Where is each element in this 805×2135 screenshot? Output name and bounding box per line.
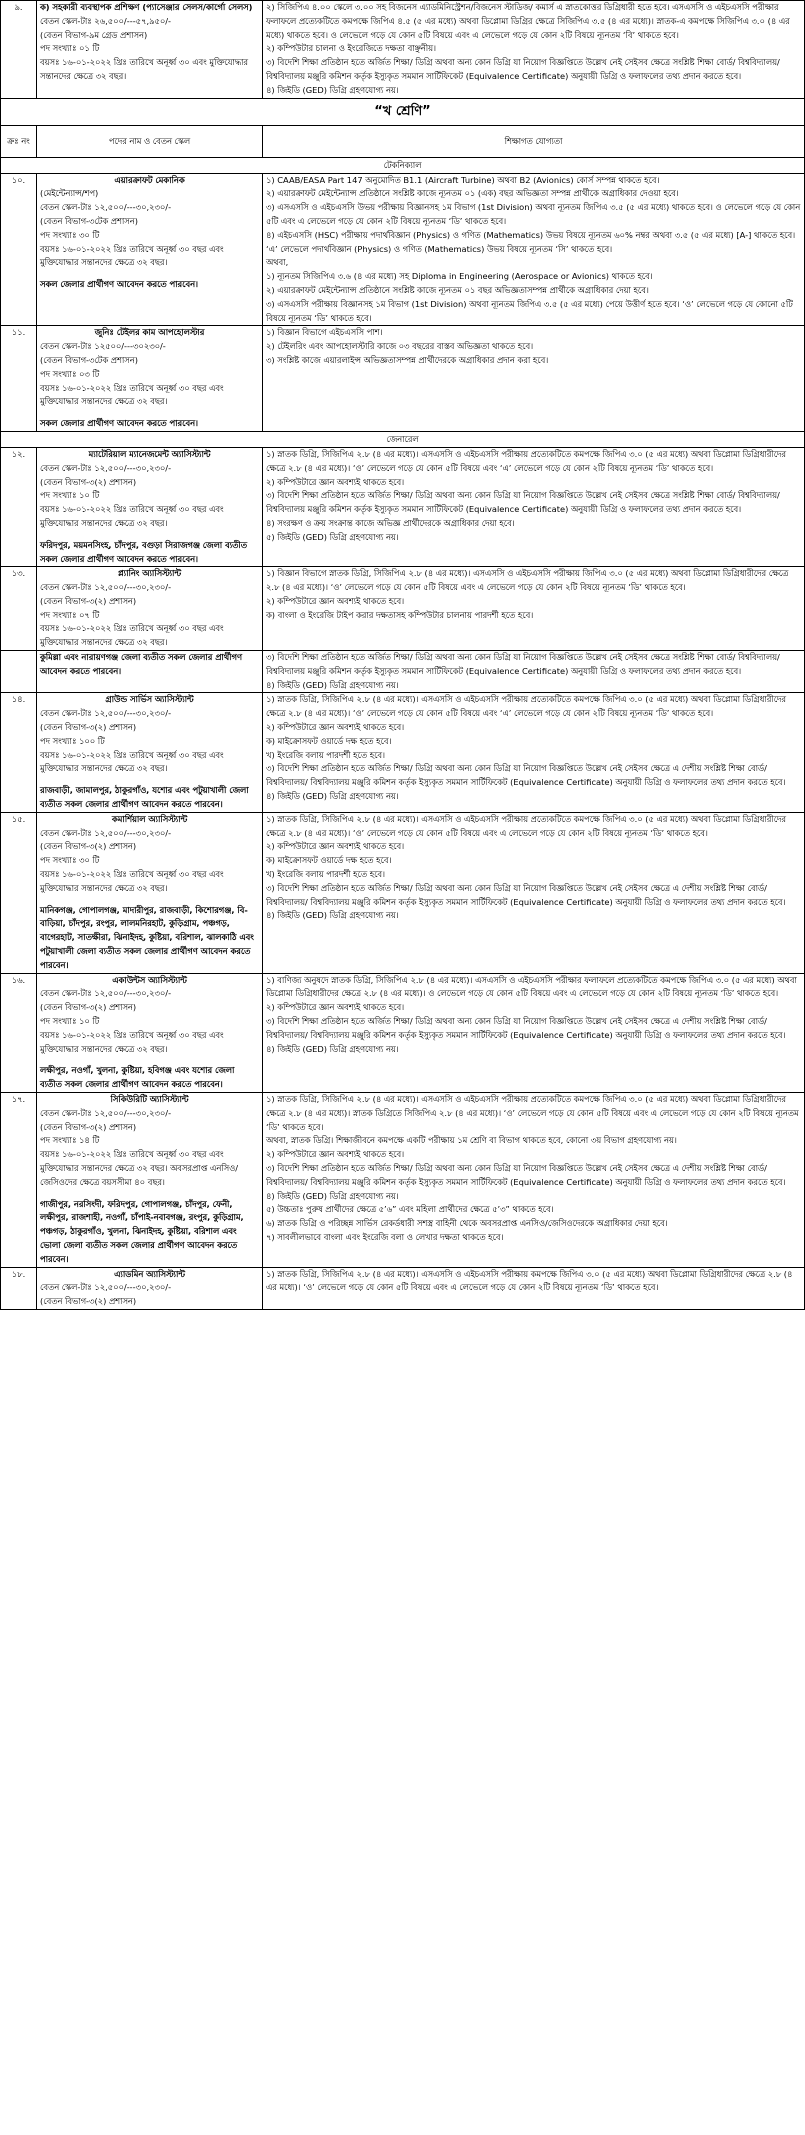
section-technical [1,157,805,173]
qualification-item: ৪) জিইডি (GED) ডিগ্রি গ্রহণযোগ্য নয়। [266,679,399,690]
serial-number: ১৭. [11,1093,26,1104]
post-title: এয়ারক্রাফট মেকানিক [114,174,185,185]
qualification-item: ৪) এইচএসসি (HSC) পরীক্ষায় পদার্থবিজ্ঞান (Physics) ও গণিত (Mathematics) উভয় বিষয়ে ন্যূনতম ৬০% নম্বর অথবা ৩.৫ (৫ এর মধ্যে) [A-] থাকতে হবে। ‘এ’ লেভেলে পদার্থবিজ্ঞান (Physics) ও গণিত (Mathematics) উভয় বিষয়ে ন্যূনতম ‘সি’ থাকতে হবে। [266,229,796,254]
serial-number: ১৫. [11,813,26,824]
post-row [1,173,805,326]
post-row [1,651,805,693]
qualification-item: ২) টেইলরিং এবং আপহোলস্টারি কাজে ০৩ বছরের বাস্তব অভিজ্ঞতা থাকতে হবে। [266,341,534,352]
eligible-districts-note: কুমিল্লা এবং নারায়ণগঞ্জ জেলা ব্যতীত সকল জেলার প্রার্থীগণ আবেদন করতে পারবেন। [40,652,243,676]
post-detail: (বেতন বিভাগ-৩(২) প্রশাসন) [40,476,137,487]
qualification-cell [263,973,805,1092]
post-detail: বেতন স্কেল-টাঃ ১২,৫০০/---৩০,২৩০/- [40,1107,172,1118]
qualification-item: ১) বিজ্ঞান বিভাগে এইচএসসি পাশ। [266,327,383,338]
serial-cell [1,1267,37,1309]
post-row [1,693,805,812]
post-detail: বেতন স্কেল-টাঃ ১২,৫০০/---৩০,২৩০/- [40,827,172,838]
post-detail: বেতন স্কেল-টাঃ ১২৫০০/---৩০২৩০/- [40,341,166,352]
qualification-cell [263,812,805,973]
qualification-item: ৩) বিদেশি শিক্ষা প্রতিষ্ঠান হতে অর্জিত শিক্ষা/ ডিগ্রি অথবা অন্য কোন ডিগ্রি যা নিয়োগ বিজ্ঞপ্তিতে উল্লেখ নেই সেইসব ক্ষেত্রে এ দেশীয় সংশ্লিষ্ট শিক্ষা বোর্ড/ বিশ্ববিদ্যালয়/ বিশ্ববিদ্যালয় মঞ্জুরি কমিশন কর্তৃক ইস্যুকৃত সমমান সার্টিফিকেট (Equivalence Certificate) অনুযায়ী ডিগ্রি ও ফলাফলের তথ্য প্রদান করতে হবে। [266,763,786,788]
serial-cell [1,1092,37,1267]
post-detail: বেতন স্কেল-টাঃ ১২,৫০০/---৩০,২৩০/- [40,202,172,213]
serial-number: ১০. [11,174,26,185]
qualification-item: ৫) জিইডি (GED) ডিগ্রি গ্রহণযোগ্য নয়। [266,531,399,542]
post-cell [37,651,263,693]
serial-cell [1,812,37,973]
eligible-districts-note: মানিকগঞ্জ, গোপালগঞ্জ, মাদারীপুর, রাজবাড়ী, কিশোরগঞ্জ, বি-বাড়িয়া, চাঁদপুর, রংপুর, লালমনিরহাট, কুড়িগ্রাম, পঞ্চগড়, বাগেরহাট, সাতক্ষীরা, ঝিনাইদহ, কুষ্টিয়া, বরিশাল, ঝালকাঠি এবং পটুয়াখালী জেলা ব্যতীত সকল জেলার প্রার্থীগণ আবেদন করতে পারবেন। [40,904,254,970]
post-detail: বেতন স্কেল-টাঃ ১২,৫০০/---৩০,২৩০/- [40,1282,172,1293]
post-detail: পদ সংখ্যাঃ ৩০ টি [40,855,100,866]
qualification-item: ৩) এসএসসি ও এইচএসসি উভয় পরীক্ষায় বিজ্ঞানসহ ১ম বিভাগ (1st Division) অথবা ন্যূনতম জিপিএ ৩.৫ (৫ এর মধ্যে) থাকতে হবে। ও লেভেলে গড়ে যে কোন ৫টি এবং এ লেভেলে গড়ে যে কোন ২টি বিষয়ে ন্যূনতম ‘ডি’ থাকতে হবে। [266,202,801,226]
post-detail: পদ সংখ্যাঃ ১০ টি [40,490,100,501]
qualification-item: ১) স্নাতক ডিগ্রি, সিজিপিএ ২.৮ (৪ এর মধ্যে)। এসএসসি ও এইচএসসি পরীক্ষায় প্রত্যেকটিতে কমপক্ষে জিপিএ ৩.০ (৫ এর মধ্যে) অথবা ডিপ্লোমা ডিগ্রিধারীদের ক্ষেত্রে ২.৮ (৪ এর মধ্যে)। ‘ও’ লেভেলে গড়ে যে কোন ৫টি বিষয়ে এবং ‘এ’ লেভেলে গড়ে যে কোন ২টি বিষয়ে ন্যূনতম ‘ডি’ থাকতে হবে। [266,448,786,473]
post-detail: বয়সঃ ১৬-০১-২০২২ খ্রিঃ তারিখে অনূর্ধ্ব ৩০ বছর এবং মুক্তিযোদ্ধার সন্তানদের ক্ষেত্রে ৩২ বছর। [40,749,224,774]
post-detail: (মেইন্টেন্যান্স/শপ) [40,188,99,199]
post-detail: (বেতন বিভাগ-৩(২) প্রশাসন) [40,722,137,733]
post-row [1,1092,805,1267]
qualification-item: ৪) জিইডি (GED) ডিগ্রি গ্রহণযোগ্য নয়। [266,1043,399,1054]
qualification-item: ২) কম্পিউটারে জ্ঞান অবশ্যই থাকতে হবে। [266,1002,405,1013]
qualification-item: ১) বাণিজ্য অনুষদে স্নাতক ডিগ্রি, সিজিপিএ ২.৮ (৪ এর মধ্যে)। এসএসসি ও এইচএসসি পরীক্ষার ফলাফলে প্রত্যেকটিতে কমপক্ষে জিপিএ ৩.০ (৫ এর মধ্যে) অথবা ডিপ্লোমা ডিগ্রিধারীদের ক্ষেত্রে ২.৮ (৪ এর মধ্যে)। ও লেভেলে গড়ে যে কোন ৫টি বিষয়ে এবং এ লেভেলে গড়ে যে কোন ২টি বিষয়ে ন্যূনতম ‘ডি’ থাকতে হবে। [266,974,797,999]
serial-number: ৯. [14,2,23,12]
qualification-item: ক) মাইক্রোসফট ওয়ার্ডে দক্ষ হতে হবে। [266,855,392,866]
serial-cell [1,447,37,566]
post-detail: বেতন স্কেল-টাঃ ১২,৫০০/---৩০,২৩০/- [40,708,172,719]
post-detail: (বেতন বিভাগ-৩(২) প্রশাসন) [40,1002,137,1013]
serial-number: ১১. [11,327,26,338]
qualification-item: অথবা, [266,257,289,268]
serial-cell [1,173,37,326]
eligible-districts-note: সকল জেলার প্রার্থীগণ আবেদন করতে পারবেন। [40,279,198,290]
header-qualification-text: শিক্ষাগত যোগ্যতা [504,136,563,147]
post-title: কমার্শিয়াল অ্যাসিস্ট্যান্ট [111,813,188,824]
post-row [1,1,805,99]
qualification-item: ৭) সাবলীলভাবে বাংলা এবং ইংরেজি বলা ও লেখার দক্ষতা থাকতে হবে। [266,1231,504,1242]
eligible-districts-note: ফরিদপুর, ময়মনসিংহ, চাঁদপুর, বগুড়া সিরাজগঞ্জ জেলা ব্যতীত সকল জেলার প্রার্থীগণ আবেদন করতে পারবেন। [40,539,247,564]
qualification-item: ১) ন্যূনতম সিজিপিএ ৩.৬ (৪ এর মধ্যে) সহ Diploma in Engineering (Aerospace or Avionics) থাকতে হবে। [266,271,653,282]
job-table-body [1,1,805,1310]
section-technical-text: টেকনিক্যাল [383,159,422,170]
qualification-item: ৪) জিইডি (GED) ডিগ্রি গ্রহণযোগ্য নয়। [266,910,399,921]
header-serial-text: ক্রঃ নং [7,136,30,147]
table-header [1,125,805,157]
post-detail: (বেতন বিভাগ-৩(২) প্রশাসন) [40,595,137,606]
post-title: এ্যাডমিন অ্যাসিস্ট্যান্ট [114,1268,185,1279]
post-cell [37,1,263,99]
post-title: একাউন্টস অ্যাসিস্ট্যান্ট [112,974,187,985]
serial-cell [1,567,37,651]
section-general-cell [1,431,805,447]
eligible-districts-note: সকল জেলার প্রার্থীগণ আবেদন করতে পারবেন। [40,418,198,429]
qualification-item: ১) স্নাতক ডিগ্রি, সিজিপিএ ২.৮ (৪ এর মধ্যে)। এসএসসি ও এইচএসসি পরীক্ষায় কমপক্ষে জিপিএ ৩.০ (৫ এর মধ্যে) অথবা ডিপ্লোমা ডিগ্রিধারীদের ক্ষেত্রে ২.৮ (৪ এর মধ্যে)। ‘ও’ লেভেলে গড়ে যে কোন ৫টি বিষয়ে এবং এ লেভেলে গড়ে যে কোন ২টি বিষয়ে ন্যূনতম ‘ডি’ থাকতে হবে। [266,1268,793,1293]
eligible-districts-note: গাজীপুর, নরসিংদী, ফরিদপুর, গোপালগঞ্জ, চাঁদপুর, ফেনী, লক্ষীপুর, রাজশাহী, নওগাঁ, চাঁপাই-নবাবগঞ্জ, রংপুর, কুড়িগ্রাম, পঞ্চগড়, ঠাকুরগাঁও, খুলনা, ঝিনাইদহ, কুষ্টিয়া, বরিশাল এবং ভোলা জেলা ব্যতীত সকল জেলার প্রার্থীগণ আবেদন করতে পারবেন। [40,1198,244,1264]
qualification-cell [263,651,805,693]
post-detail: পদ সংখ্যাঃ ০৩ টি [40,368,100,379]
header-post [37,125,263,157]
post-detail: বয়সঃ ১৬-০১-২০২২ খ্রিঃ তারিখে অনূর্ধ্ব ৩০ বছর এবং মুক্তিযোদ্ধার সন্তানদের ক্ষেত্রে ৩২ বছর। [40,243,224,268]
serial-cell [1,651,37,693]
post-detail: পদ সংখ্যাঃ ৩০ টি [40,229,100,240]
qualification-item: ২) কম্পিউটার চালনা ও ইংরেজিতে দক্ষতা বাঞ্ছনীয়। [266,43,436,54]
header-serial [1,125,37,157]
qualification-item: ১) স্নাতক ডিগ্রি, সিজিপিএ ২.৮ (৪ এর মধ্যে)। এসএসসি ও এইচএসসি পরীক্ষায় প্রত্যেকটিতে কমপক্ষে জিপিএ ৩.০ (৫ এর মধ্যে) অথবা ডিপ্লোমা ডিগ্রিধারীদের ক্ষেত্রে ২.৮ (৪ এর মধ্যে)। স্নাতক ডিগ্রিতে সিজিপিএ ২.৮ (৪ এর মধ্যে)। ‘ও’ লেভেলে গড়ে যে কোন ৫টি বিষয়ে এবং এ লেভেলে গড়ে যে কোন ২টি বিষয়ে ন্যূনতম ‘ডি’ থাকতে হবে। [266,1093,799,1132]
post-detail: (বেতন বিভাগ-৩(২) প্রশাসন) [40,1296,137,1307]
qualification-item: ১) বিজ্ঞান বিভাগে স্নাতক ডিগ্রি, সিজিপিএ ২.৮ (৪ এর মধ্যে)। এসএসসি ও এইচএসসি পরীক্ষায় জিপিএ ৩.০ (৫ এর মধ্যে) অথবা ডিপ্লোমা ডিগ্রিধারীদের ক্ষেত্রে ২.৮ (৪ এর মধ্যে)। ‘ও’ লেভেলে গড়ে যে কোন ৫টি বিষয়ে এবং এ লেভেলে গড়ে যে কোন ২টি বিষয়ে ন্যূনতম ‘ডি’ থাকতে হবে। [266,568,789,593]
qualification-item: খ) ইংরেজি বলায় পারদর্শী হতে হবে। [266,869,385,880]
qualification-item: খ) ইংরেজি বলায় পারদর্শী হতে হবে। [266,749,385,760]
post-detail: পদ সংখ্যাঃ ১০০ টি [40,735,105,746]
post-row [1,812,805,973]
qualification-item: ২) এয়ারক্রাফট মেইন্টেন্যান্স প্রতিষ্ঠানে সংশ্লিষ্ট কাজে ন্যূনতম ০১ বছর অভিজ্ঞতাসম্পন্ন প্রার্থীকে অগ্রাধিকার দেয়া হবে। [266,284,649,295]
post-row [1,1267,805,1309]
post-title: সিকিউরিটি অ্যাসিস্ট্যান্ট [110,1093,189,1104]
post-cell [37,693,263,812]
post-detail: (বেতন বিভাগ-৩টেক প্রশাসন) [40,215,138,226]
qualification-cell [263,173,805,326]
serial-number: ১২. [11,448,26,459]
grade-title [1,98,805,125]
post-detail: বয়সঃ ১৬-০১-২০২২ খ্রিঃ তারিখে অনূর্ধ্ব ৩০ বছর এবং মুক্তিযোদ্ধার সন্তানদের ক্ষেত্রে ৩২ বছর। [40,869,224,893]
post-cell [37,812,263,973]
qualification-item: ৪) জিইডি (GED) ডিগ্রি গ্রহণযোগ্য নয়। [266,84,399,95]
post-detail: (বেতন বিভাগ-৩টেক প্রশাসন) [40,354,138,365]
qualification-cell [263,326,805,432]
qualification-item: ২) কম্পিউটারে জ্ঞান অবশ্যই থাকতে হবে। [266,595,405,606]
qualification-item: ক) মাইক্রোসফট ওয়ার্ডে দক্ষ হতে হবে। [266,735,392,746]
qualification-item: ২) কম্পিউটারে জ্ঞান অবশ্যই থাকতে হবে। [266,476,405,487]
post-detail: বেতন স্কেল-টাঃ ১২,৫০০/---৩০,২৩০/- [40,988,172,999]
qualification-cell [263,693,805,812]
serial-cell [1,1,37,99]
qualification-item: ৩) বিদেশি শিক্ষা প্রতিষ্ঠান হতে অর্জিত শিক্ষা/ ডিগ্রি অথবা অন্য কোন ডিগ্রি যা নিয়োগ বিজ্ঞপ্তিতে উল্লেখ নেই সেইসব ক্ষেত্রে সংশ্লিষ্ট শিক্ষা বোর্ড/ বিশ্ববিদ্যালয়/ বিশ্ববিদ্যালয় মঞ্জুরি কমিশন কর্তৃক ইস্যুকৃত সমমান সার্টিফিকেট (Equivalence Certificate) অনুযায়ী ডিগ্রি ও ফলাফলের তথ্য প্রদান করতে হবে। [266,57,780,81]
qualification-cell [263,1,805,99]
serial-cell [1,693,37,812]
post-cell [37,326,263,432]
qualification-item: ৩) এসএসসি পরীক্ষায় বিজ্ঞানসহ ১ম বিভাগ (1st Division) অথবা ন্যূনতম জিপিএ ৩.৫ (৫ এর মধ্যে) পেয়ে উত্তীর্ণ হতে হবে। ‘ও’ লেভেলে গড়ে যে কোনো ৫টি বিষয়ে ন্যূনতম ‘ডি’ থাকতে হবে। [266,298,793,323]
section-general [1,431,805,447]
qualification-item: অথবা, স্নাতক ডিগ্রি। শিক্ষাজীবনে কমপক্ষে একটি পরীক্ষায় ১ম শ্রেণি বা বিভাগ থাকতে হবে, কোনো ৩য় বিভাগ গ্রহণযোগ্য নয়। [266,1135,677,1146]
post-detail: পদ সংখ্যাঃ ০১ টি [40,43,100,54]
qualification-item: ৩) বিদেশি শিক্ষা প্রতিষ্ঠান হতে অর্জিত শিক্ষা/ ডিগ্রি অথবা অন্য কোন ডিগ্রি যা নিয়োগ বিজ্ঞপ্তিতে উল্লেখ নেই সেইসব ক্ষেত্রে সংশ্লিষ্ট শিক্ষা বোর্ড/ বিশ্ববিদ্যালয়/ বিশ্ববিদ্যালয় মঞ্জুরি কমিশন কর্তৃক ইস্যুকৃত সমমান সার্টিফিকেট (Equivalence Certificate) অনুযায়ী ডিগ্রি ও ফলাফলের তথ্য প্রদান করতে হবে। [266,652,780,676]
qualification-item: ৬) স্নাতক ডিগ্রি ও পরিচ্ছন্ন সার্ভিস রেকর্ডধারী সশস্ত্র বাহিনী থেকে অবসরপ্রাপ্ত এনসিও/জেসিওদেরকে অগ্রাধিকার দেয়া হবে। [266,1218,668,1229]
qualification-item: ১) CAAB/EASA Part 147 অনুমোদিত B1.1 (Aircraft Turbine) অথবা B2 (Avionics) কোর্স সম্পন্ন থাকতে হবে। [266,174,660,185]
post-detail: (বেতন বিভাগ-৯ম গ্রেড প্রশাসন) [40,29,148,40]
post-detail: (বেতন বিভাগ-৩(২) প্রশাসন) [40,841,137,852]
qualification-item: ৪) সংরক্ষণ ও ক্রয় সংক্রান্ত কাজে অভিজ্ঞ প্রার্থীদেরকে অগ্রাধিকার দেয়া হবে। [266,517,515,528]
grade-title-text: “খ শ্রেণি” [374,103,431,119]
post-cell [37,973,263,1092]
qualification-item: ৩) বিদেশি শিক্ষা প্রতিষ্ঠান হতে অর্জিত শিক্ষা/ ডিগ্রি অথবা অন্য কোন ডিগ্রি যা নিয়োগ বিজ্ঞপ্তিতে উল্লেখ নেই সেইসব ক্ষেত্রে এ দেশীয় সংশ্লিষ্ট শিক্ষা বোর্ড/ বিশ্ববিদ্যালয়/ বিশ্ববিদ্যালয় মঞ্জুরি কমিশন কর্তৃক ইস্যুকৃত সমমান সার্টিফিকেট (Equivalence Certificate) অনুযায়ী ডিগ্রি ও ফলাফলের তথ্য প্রদান করতে হবে। [266,1016,786,1040]
qualification-item: ৫) উচ্চতাঃ পুরুষ প্রার্থীদের ক্ষেত্রে ৫’৬” এবং মহিলা প্রার্থীদের ক্ষেত্রে ৫’৩” থাকতে হবে। [266,1204,554,1215]
post-title: ক) সহকারী ব্যবস্থাপক প্রশিক্ষণ (প্যাসেঞ্জার সেলস/কার্গো সেলস) [40,2,253,12]
serial-cell [1,973,37,1092]
post-row [1,447,805,566]
qualification-item: ৩) বিদেশি শিক্ষা প্রতিষ্ঠান হতে অর্জিত শিক্ষা/ ডিগ্রি অথবা অন্য কোন ডিগ্রি যা নিয়োগ বিজ্ঞপ্তিতে উল্লেখ নেই সেইসব ক্ষেত্রে এ দেশীয় সংশ্লিষ্ট শিক্ষা বোর্ড/ বিশ্ববিদ্যালয়/ বিশ্ববিদ্যালয় মঞ্জুরি কমিশন কর্তৃক ইস্যুকৃত সমমান সার্টিফিকেট (Equivalence Certificate) অনুযায়ী ডিগ্রি ও ফলাফলের তথ্য প্রদান করতে হবে। [266,882,786,907]
qualification-item: ১) স্নাতক ডিগ্রি, সিজিপিএ ২.৮ (৪ এর মধ্যে)। এসএসসি ও এইচএসসি পরীক্ষায় প্রত্যেকটিতে কমপক্ষে জিপিএ ৩.০ (৫ এর মধ্যে) অথবা ডিপ্লোমা ডিগ্রিধারীদের ক্ষেত্রে ২.৮ (৪ এর মধ্যে)। ‘ও’ লেভেলে গড়ে যে কোন ৫টি বিষয়ে এবং ‘এ’ লেভেলে গড়ে যে কোন ২টি বিষয়ে ন্যূনতম ‘ডি’ থাকতে হবে। [266,694,786,719]
qualification-item: ৪) জিইডি (GED) ডিগ্রি গ্রহণযোগ্য নয়। [266,791,399,802]
post-cell [37,567,263,651]
post-detail: পদ সংখ্যাঃ ০৭ টি [40,609,100,620]
post-detail: বেতন স্কেল-টাঃ ১২,৫০০/---৩০,২৩০/- [40,462,172,473]
post-detail: পদ সংখ্যাঃ ১৪ টি [40,1135,100,1146]
qualification-cell [263,1092,805,1267]
qualification-cell [263,447,805,566]
post-title: ম্যাটেরিয়াল ম্যানেজমেন্ট অ্যাসিস্ট্যান্ট [88,448,211,459]
qualification-item: ১) স্নাতক ডিগ্রি, সিজিপিএ ২.৮ (৪ এর মধ্যে)। এসএসসি ও এইচএসসি পরীক্ষায় প্রত্যেকটিতে কমপক্ষে জিপিএ ৩.০ (৫ এর মধ্যে) অথবা ডিপ্লোমা ডিগ্রিধারীদের ক্ষেত্রে ২.৮ (৪ এর মধ্যে)। ‘ও’ লেভেলে গড়ে যে কোন ৫টি বিষয়ে এবং এ লেভেলে গড়ে যে কোন ২টি বিষয়ে ন্যূনতম ‘ডি’ থাকতে হবে। [266,813,786,838]
serial-number: ১৮. [11,1268,26,1279]
qualification-item: ২) এয়ারক্রাফট মেইন্টেন্যান্স প্রতিষ্ঠানে সংশ্লিষ্ট কাজে ন্যূনতম ০১ (এক) বছর অভিজ্ঞতা সম্পন্ন প্রার্থীকে অগ্রাধিকার দেওয়া হবে। [266,188,679,199]
post-row [1,567,805,651]
post-row [1,973,805,1092]
post-cell [37,173,263,326]
serial-cell [1,326,37,432]
qualification-item: ২) কম্পিউটারে জ্ঞান অবশ্যই থাকতে হবে। [266,841,405,852]
serial-number: ১৩. [11,568,26,579]
post-detail: বয়সঃ ১৬-০১-২০২২ খ্রিঃ তারিখে অনূর্ধ্ব ৩০ বছর এবং মুক্তিযোদ্ধার সন্তানদের ক্ষেত্রে ৩২ বছর। [40,504,224,528]
post-title: জুনিঃ টেইলর কাম আপহোলস্টার [94,327,205,338]
post-detail: বয়সঃ ১৬-০১-২০২২ খ্রিঃ তারিখে অনূর্ধ্ব ৩০ বছর এবং মুক্তিযোদ্ধার সন্তানদের ক্ষেত্রে ৩২ বছর। [40,382,224,407]
post-cell [37,447,263,566]
qualification-item: ২) কম্পিউটারে জ্ঞান অবশ্যই থাকতে হবে। [266,722,405,733]
post-title: প্ল্যানিং অ্যাসিস্ট্যান্ট [118,568,181,579]
section-general-text: জেনারেল [386,433,419,444]
qualification-item: ক) বাংলা ও ইংরেজি টাইপ করার দক্ষতাসহ কম্পিউটার চালনায় পারদর্শী হতে হবে। [266,609,534,620]
serial-number: ১৪. [11,694,26,705]
qualification-item: ৩) বিদেশি শিক্ষা প্রতিষ্ঠান হতে অর্জিত শিক্ষা/ ডিগ্রি অথবা অন্য কোন ডিগ্রি যা নিয়োগ বিজ্ঞপ্তিতে উল্লেখ নেই সেইসব ক্ষেত্রে সংশ্লিষ্ট শিক্ষা বোর্ড/ বিশ্ববিদ্যালয়/ বিশ্ববিদ্যালয় মঞ্জুরি কমিশন কর্তৃক ইস্যুকৃত সমমান সার্টিফিকেট (Equivalence Certificate) অনুযায়ী ডিগ্রি ও ফলাফলের তথ্য প্রদান করতে হবে। [266,490,780,515]
post-cell [37,1092,263,1267]
post-detail: পদ সংখ্যাঃ ১০ টি [40,1016,100,1026]
post-detail: বয়সঃ ১৬-০১-২০২২ খ্রিঃ তারিখে অনূর্ধ্ব ৩০ বছর এবং মুক্তিযোদ্ধার সন্তানদের ক্ষেত্রে ৩২ বছর। [40,623,224,648]
post-detail: বয়সঃ ১৬-০১-২০২২ খ্রিঃ তারিখে অনূর্ধ্ব ৩০ বছর এবং মুক্তিযোদ্ধার সন্তানদের ক্ষেত্রে ৩২ বছর। অবসরপ্রাপ্ত এনসিও/জেসিওদের ক্ষেত্রে বয়সসীমা ৪০ বছর। [40,1149,239,1187]
post-detail: বেতন স্কেল-টাঃ ২৬,৫০০/---৫৭,৯৫০/- [40,15,172,26]
post-detail: বয়সঃ ১৬-০১-২০২২ খ্রিঃ তারিখে অনূর্ধ্ব ৩০ এবং মুক্তিযোদ্ধার সন্তানদের ক্ষেত্রে ৩২ বছর। [40,57,248,81]
qualification-item: ৩) সংশ্লিষ্ট কাজে এয়ারলাইন্স অভিজ্ঞতাসম্পন্ন প্রার্থীদেরকে অগ্রাধিকার প্রদান করা হবে। [266,354,549,365]
post-detail: (বেতন বিভাগ-৩(২) প্রশাসন) [40,1121,137,1132]
qualification-item: ৩) বিদেশি শিক্ষা প্রতিষ্ঠান হতে অর্জিত শিক্ষা/ ডিগ্রি অথবা অন্য কোন ডিগ্রি যা নিয়োগ বিজ্ঞপ্তিতে উল্লেখ নেই সেইসব ক্ষেত্রে এ দেশীয় সংশ্লিষ্ট শিক্ষা বোর্ড/ বিশ্ববিদ্যালয়/ বিশ্ববিদ্যালয় মঞ্জুরি কমিশন কর্তৃক ইস্যুকৃত সমমান সার্টিফিকেট (Equivalence Certificate) অনুযায়ী ডিগ্রি ও ফলাফলের তথ্য প্রদান করতে হবে। [266,1162,786,1187]
post-cell [37,1267,263,1309]
qualification-item: ৪) জিইডি (GED) ডিগ্রি গ্রহণযোগ্য নয়। [266,1190,399,1201]
post-detail: বেতন স্কেল-টাঃ ১২,৫০০/---৩০,২৩০/- [40,582,172,593]
post-detail: বয়সঃ ১৬-০১-২০২২ খ্রিঃ তারিখে অনূর্ধ্ব ৩০ বছর এবং মুক্তিযোদ্ধার সন্তানদের ক্ষেত্রে ৩২ বছর। [40,1029,224,1054]
header-post-text: পদের নাম ও বেতন স্কেল [108,136,191,147]
grade-title-cell [1,98,805,125]
eligible-districts-note: রাজবাড়ী, জামালপুর, ঠাকুরগাঁও, যশোর এবং পটুয়াখালী জেলা ব্যতীত সকল জেলার প্রার্থীগণ আবেদন করতে পারবেন। [40,785,249,810]
header-qualification [263,125,805,157]
qualification-cell [263,1267,805,1309]
post-row [1,326,805,432]
serial-number: ১৬. [11,974,26,985]
qualification-item: ২) সিজিপিএ ৪.০০ স্কেলে ৩.০০ সহ বিজনেস এ্যাডমিনিস্ট্রেশন/বিজনেস স্টাডিজ/ কমার্স এ স্নাতকোত্তর ডিগ্রিধারী হতে হবে। এসএসসি ও এইচএসসি পরীক্ষার ফলাফলে প্রত্যেকটিতে কমপক্ষে জিপিএ ৪.৫ (৫ এর মধ্যে) অথবা ডিপ্লোমা ডিগ্রির ক্ষেত্রে সিজিপিএ ৩.৫ (৪ এর মধ্যে)। স্নাতক-এ কমপক্ষে সিজিপিএ ৩.০ (৪ এর মধ্যে) থাকতে হবে। ও লেভেলে গড়ে যে কোন ৫টি বিষয়ে এবং এ লেভেলে গড়ে যে কোন ২টি বিষয়ে ন্যূনতম ‘বি’ থাকতে হবে। [266,2,790,40]
qualification-item: ২) কম্পিউটারে জ্ঞান অবশ্যই থাকতে হবে। [266,1149,405,1160]
eligible-districts-note: লক্ষীপুর, নওগাঁ, খুলনা, কুষ্টিয়া, হবিগঞ্জ এবং যশোর জেলা ব্যতীত সকল জেলার প্রার্থীগণ আবেদন করতে পারবেন। [40,1065,235,1090]
post-title: গ্রাউন্ড সার্ভিস অ্যাসিস্ট্যান্ট [105,694,194,705]
qualification-cell [263,567,805,651]
section-technical-cell [1,157,805,173]
